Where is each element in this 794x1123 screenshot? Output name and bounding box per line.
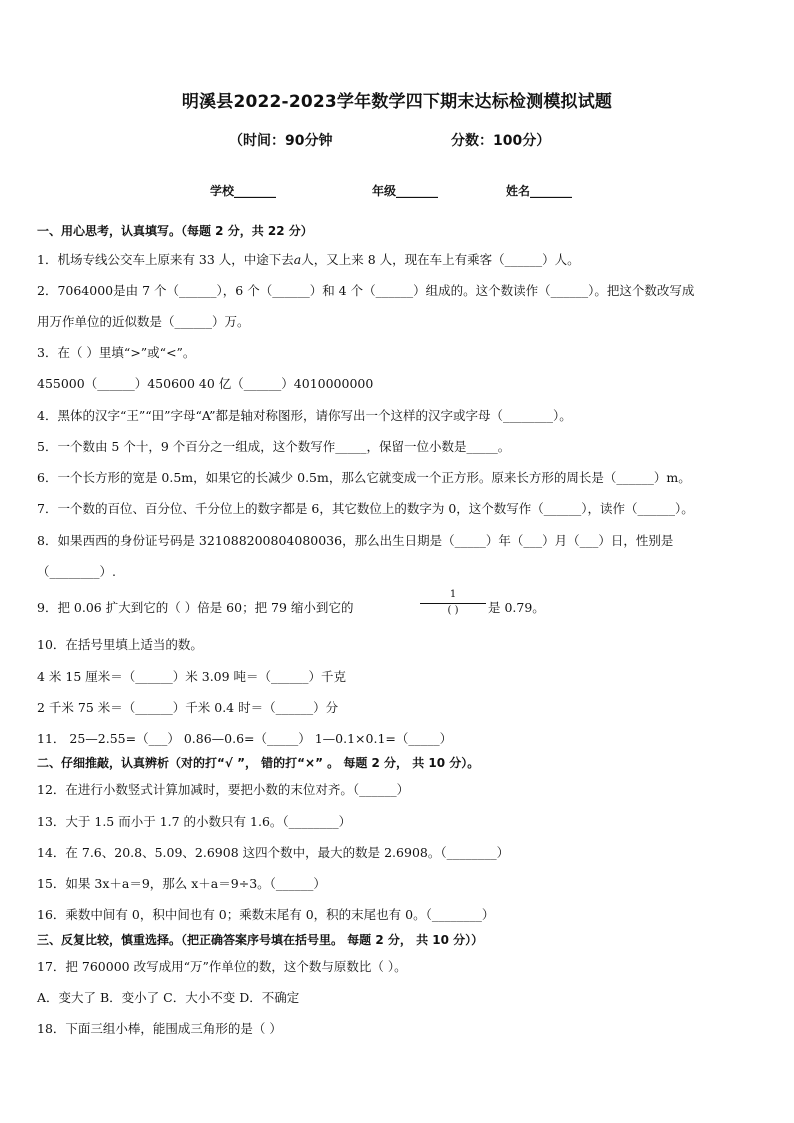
question-3-items: 455000（______）450600 40 亿（______）4010000000: [37, 376, 374, 391]
question-2: 2．7064000是由 7 个（______），6 个（______）和 4 个（______）组成的。这个数读作（______）。把这个数改写成: [37, 283, 695, 298]
question-17: 17．把 760000 改写成用“万”作单位的数，这个数与原数比（ ）。: [37, 959, 407, 974]
question-8: 8．如果西西的身份证号码是 321088200804080036，那么出生日期是（_____）年（___）月（___）日，性别是: [37, 533, 674, 548]
question-13: 13．大于 1.5 而小于 1.7 的小数只有 1.6。（________）: [37, 814, 352, 829]
exam-time: （时间：90分钟: [229, 133, 333, 149]
fraction-denominator: ( ): [447, 605, 459, 616]
fraction-numerator: 1: [449, 589, 457, 600]
question-7: 7．一个数的百位、百分位、千分位上的数字都是 6，其它数位上的数字为 0，这个数写作（______），读作（______）。: [37, 501, 694, 516]
section-1-heading: 一、用心思考，认真填写。（每题 2 分，共 22 分）: [37, 224, 313, 238]
question-10-row2: 2 千米 75 米＝（______）千米 0.4 时＝（______）分: [37, 700, 339, 715]
question-3: 3．在（ ）里填“>”或“<”。: [37, 345, 196, 360]
name-field: 姓名_______: [506, 184, 573, 198]
exam-score: 分数：100分）: [451, 133, 551, 149]
question-17-options: A．变大了 B．变小了 C．大小不变 D．不确定: [37, 990, 300, 1005]
school-field: 学校_______: [210, 184, 277, 198]
question-10-row1: 4 米 15 厘米＝（______）米 3.09 吨＝（______）千克: [37, 669, 347, 684]
fraction-bar: [420, 603, 486, 604]
question-9: 9．把 0.06 扩大到它的（ ）倍是 60；把 79 缩小到它的: [37, 600, 354, 615]
question-15: 15．如果 3x＋a＝9，那么 x＋a＝9÷3。（______）: [37, 876, 326, 891]
section-2-heading: 二、仔细推敲，认真辨析（对的打“√ ”， 错的打“×” 。 每题 2 分， 共 10 分）。: [37, 756, 480, 770]
question-1: 1．机场专线公交车上原来有 33 人，中途下去𝑎人，又上来 8 人，现在车上有乘客（______）人。: [37, 252, 580, 267]
question-12: 12．在进行小数竖式计算加减时，要把小数的末位对齐。（______）: [37, 782, 410, 797]
question-16: 16．乘数中间有 0，积中间也有 0；乘数末尾有 0，积的末尾也有 0。（________）: [37, 907, 495, 922]
question-18: 18．下面三组小棒，能围成三角形的是（ ）: [37, 1021, 282, 1036]
question-8-cont: （________）.: [37, 564, 116, 579]
question-4: 4．黑体的汉字“王”“田”字母“A”都是轴对称图形，请你写出一个这样的汉字或字母（________）。: [37, 408, 572, 423]
question-9-end: 是 0.79。: [488, 600, 545, 615]
question-2-cont: 用万作单位的近似数是（______）万。: [37, 314, 250, 329]
grade-field: 年级_______: [372, 184, 439, 198]
question-10: 10．在括号里填上适当的数。: [37, 637, 203, 652]
page-title: 明溪县2022-2023学年数学四下期末达标检测模拟试题: [181, 92, 613, 112]
question-6: 6．一个长方形的宽是 0.5m，如果它的长减少 0.5m，那么它就变成一个正方形。原来长方形的周长是（______）m。: [37, 470, 691, 485]
question-5: 5．一个数由 5 个十，9 个百分之一组成，这个数写作_____，保留一位小数是_____。: [37, 439, 511, 454]
question-14: 14．在 7.6、20.8、5.09、2.6908 这四个数中，最大的数是 2.6908。（________）: [37, 845, 510, 860]
section-3-heading: 三、反复比较，慎重选择。（把正确答案序号填在括号里。 每题 2 分， 共 10 分））: [37, 933, 484, 947]
question-11: 11． 25—2.55=（___） 0.86—0.6=（_____） 1—0.1×0.1=（_____）: [37, 731, 453, 746]
